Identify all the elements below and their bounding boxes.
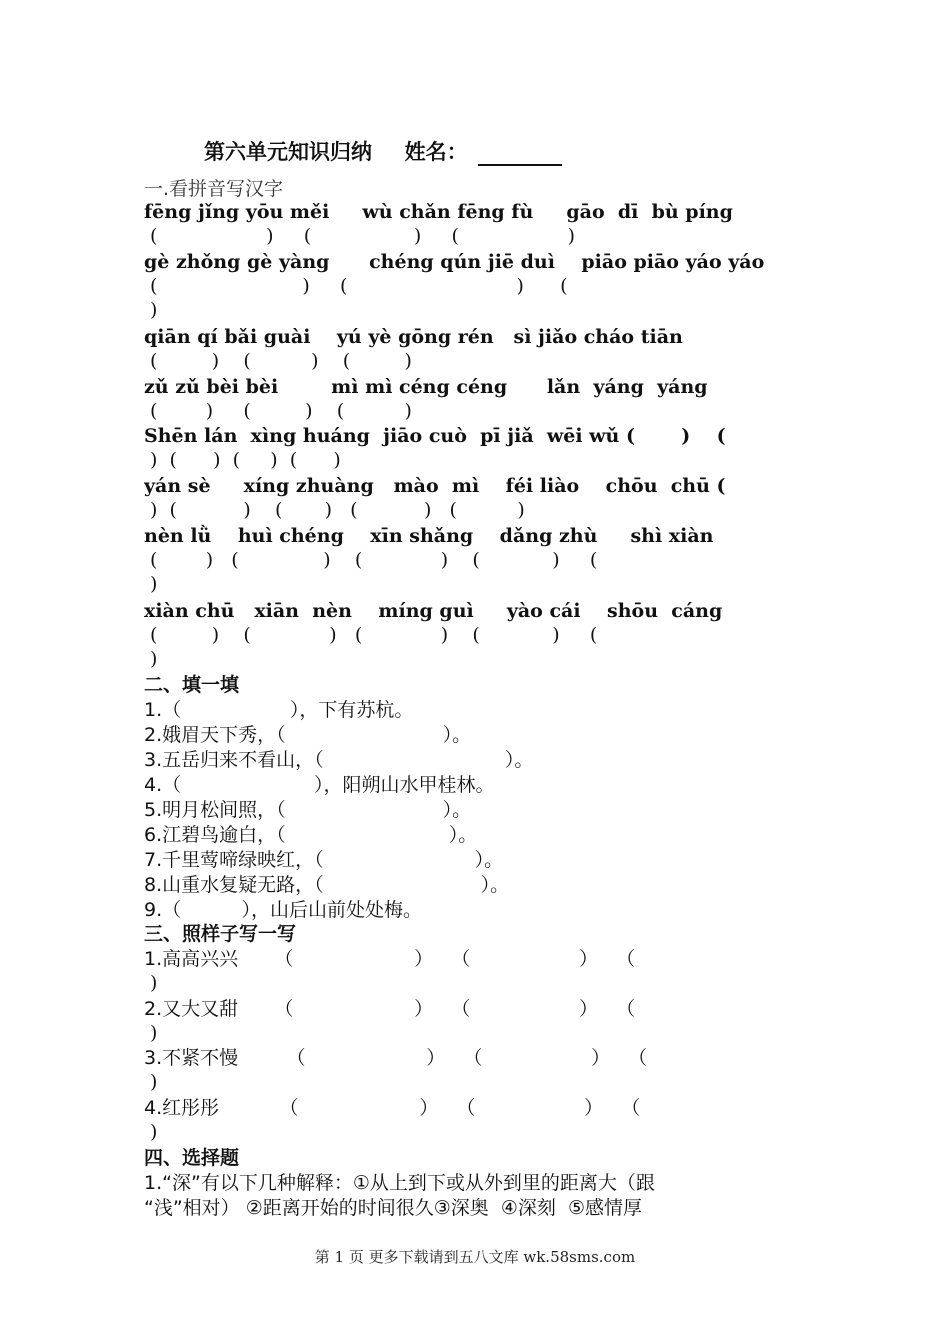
answer-line: ( ) ( ) (: [144, 275, 568, 297]
example-item: 4.红彤彤 （ ） （ ） （: [144, 1097, 641, 1119]
example-item-cont: ): [144, 1071, 158, 1093]
answer-line: ( ) ( ) ( ) ( ) (: [144, 624, 598, 646]
fill-item: 4.（ ），阳朔山水甲桂林。: [144, 774, 495, 796]
answer-line: ): [144, 573, 158, 595]
page-footer: 第 1 页 更多下载请到五八文库 wk.58sms.com: [314, 1248, 636, 1266]
answer-line: ): [144, 648, 158, 670]
pinyin-line: gè zhǒng gè yàng chéng qún jiē duì piāo piāo yáo yáo: [144, 251, 765, 273]
example-item-cont: ): [144, 972, 158, 994]
fill-item: 8.山重水复疑无路，（ ）。: [144, 874, 510, 896]
answer-line: ( ) ( ) ( ): [144, 400, 412, 422]
pinyin-line: nèn lǜ huì chéng xīn shǎng dǎng zhù shì xiàn: [144, 525, 714, 547]
pinyin-line: zǔ zǔ bèi bèi mì mì céng céng lǎn yáng yáng: [144, 376, 708, 398]
pinyin-line: yán sè xíng zhuàng mào mì féi liào chōu chū (: [144, 475, 726, 497]
fill-item: 5.明月松间照，（ ）。: [144, 799, 472, 821]
pinyin-line: Shēn lán xìng huáng jiāo cuò pī jiǎ wēi wǔ ( ) (: [144, 425, 726, 447]
answer-line: ( ) ( ) ( ): [144, 350, 412, 372]
pinyin-line: fēng jǐng yōu měi wù chǎn fēng fù gāo dī bù píng: [144, 201, 733, 223]
answer-line: ( ) ( ) ( ) ( ) (: [144, 549, 598, 571]
section2-heading: 二、填一填: [144, 674, 240, 696]
section1-heading: 一.看拼音写汉字: [144, 178, 284, 200]
section3-heading: 三、照样子写一写: [144, 923, 297, 945]
fill-item: 9.（ ），山后山前处处梅。: [144, 899, 423, 921]
fill-item: 2.娥眉天下秀，（ ）。: [144, 724, 472, 746]
fill-item: 6.江碧鸟逾白，（ ）。: [144, 824, 478, 846]
fill-item: 1.（ ），下有苏杭。: [144, 699, 414, 721]
fill-item: 3.五岳归来不看山，（ ）。: [144, 749, 534, 771]
answer-line: ): [144, 299, 158, 321]
pinyin-line: qiān qí bǎi guài yú yè gōng rén sì jiǎo cháo tiān: [144, 326, 683, 348]
example-item: 2.又大又甜 （ ） （ ） （: [144, 998, 636, 1020]
answer-line: ) ( ) ( ) ( ) ( ): [144, 499, 525, 521]
pinyin-line: xiàn chū xiān nèn míng guì yào cái shōu cáng: [144, 600, 723, 622]
name-blank: [478, 144, 562, 166]
example-item-cont: ): [144, 1121, 158, 1143]
title-text: 第六单元知识归纳: [204, 140, 372, 164]
choice-line: “浅”相对） ②距离开始的时间很久③深奥 ④深刻 ⑤感情厚: [144, 1197, 643, 1219]
example-item: 3.不紧不慢 （ ） （ ） （: [144, 1047, 648, 1069]
example-item: 1.高高兴兴 （ ） （ ） （: [144, 948, 636, 970]
example-item-cont: ): [144, 1022, 158, 1044]
answer-line: ( ) ( ) ( ): [144, 225, 576, 247]
choice-line: 1.“深”有以下几种解释：①从上到下或从外到里的距离大（跟: [144, 1172, 655, 1194]
name-label: 姓名：: [404, 140, 468, 164]
page-title: [204, 136, 562, 166]
answer-line: ) ( ) ( ) ( ): [144, 449, 341, 471]
section4-heading: 四、选择题: [144, 1147, 240, 1169]
fill-item: 7.千里莺啼绿映红，（ ）。: [144, 849, 504, 871]
